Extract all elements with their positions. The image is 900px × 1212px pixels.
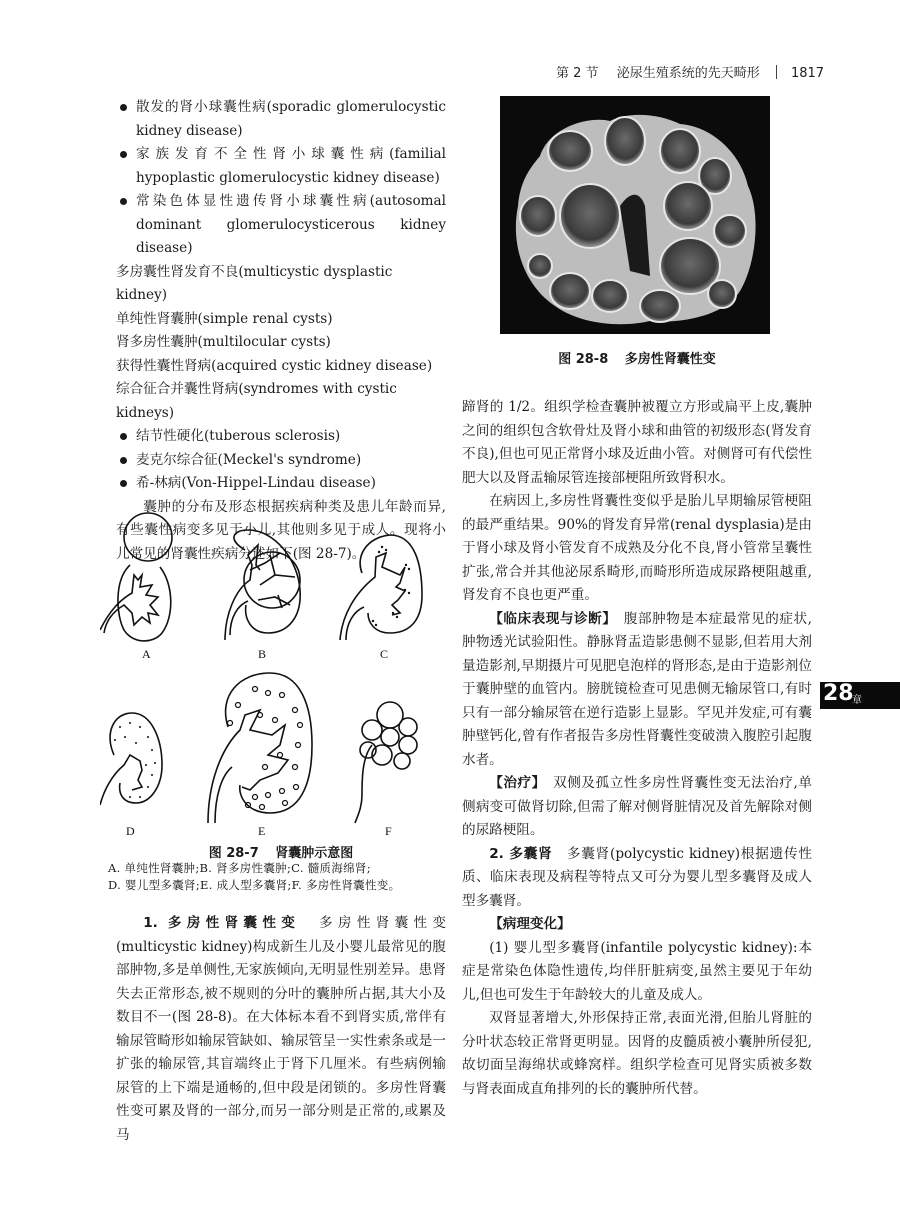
panel-label-a: A (142, 647, 151, 661)
header-divider (776, 65, 777, 79)
treatment-heading: 【治疗】 (489, 775, 539, 791)
list-item (116, 96, 446, 143)
figure-28-7-legend (108, 860, 448, 894)
intro-paragraph: 囊肿的分布及形态根据疾病种类及患儿年龄而异,有些囊性病变多见于小儿,其他则多见于成人。现将小儿常见的肾囊性疾病分述如下(图 28-7)。 (116, 498, 446, 562)
list-item (116, 378, 446, 425)
running-head (556, 62, 825, 81)
figure-number: 图 28-8 (558, 352, 609, 367)
section-2-heading: 2. 多囊肾 (489, 845, 553, 862)
panel-a-simple-cyst (100, 513, 172, 641)
kidney-specimen-image (500, 96, 770, 334)
section-1-paragraph (116, 912, 446, 1147)
left-column (116, 96, 446, 566)
figure-28-8-photo (500, 96, 770, 334)
pathology-heading: 【病理变化】 (489, 916, 571, 932)
figure-title: 多房性肾囊性变 (624, 352, 716, 367)
legend-line: A. 单纯性肾囊肿;B. 肾多房性囊肿;C. 髓质海绵肾; (108, 861, 371, 875)
panel-label-b: B (258, 647, 267, 661)
figure-28-7-caption (116, 842, 446, 861)
paragraph: 蹄肾的 1/2。组织学检查囊肿被覆立方形或扁平上皮,囊肿之间的组织包含软骨灶及肾小球和曲管的初级形态(肾发育不良),但也可见正常肾小球及近曲小管。对侧肾可有代偿性肥大以及肾盂输尿管连接部梗阻所致肾积水。 (462, 399, 812, 486)
section-title: 泌尿生殖系统的先天畸形 (616, 66, 760, 81)
list-item (116, 449, 446, 473)
chapter-number: 28 (823, 681, 854, 706)
list-item (116, 190, 446, 261)
section-2-paragraph (462, 843, 812, 914)
figure-title: 肾囊肿示意图 (275, 846, 354, 861)
chapter-unit: 章 (852, 695, 862, 706)
list-item-text: 多房囊性肾发育不良(multicystic dysplastic kidney) (116, 263, 393, 303)
list-item-text: 希-林病(Von-Hippel-Lindau disease) (136, 475, 376, 491)
panel-label-d: D (126, 824, 135, 838)
panel-f-multicystic (355, 702, 417, 823)
infantile-text: 本症是常染色体隐性遗传,均伴肝脏病变,虽然主要见于年幼儿,但也可发生于年龄较大的儿童及成人。 (462, 939, 812, 1003)
panel-d-infantile-pkd (100, 713, 162, 805)
list-item-text: 麦克尔综合征(Meckel's syndrome) (136, 451, 362, 468)
panel-label-f: F (385, 824, 392, 838)
section-number: 第 2 节 (556, 66, 599, 81)
clinical-paragraph (462, 608, 812, 773)
clinical-heading: 【临床表现与诊断】 (489, 610, 610, 627)
list-item (116, 331, 446, 355)
panel-c-medullary-sponge (340, 535, 422, 640)
list-item-text: 肾多房性囊肿(multilocular cysts) (116, 334, 331, 350)
panel-label-e: E (258, 824, 266, 838)
figure-28-8-caption (462, 348, 812, 367)
infantile-paragraph (462, 937, 812, 1008)
section-1-heading: 1. 多房性肾囊性变 (143, 915, 301, 931)
panel-e-adult-pkd (208, 673, 312, 823)
treatment-text: 双侧及孤立性多房性肾囊性变无法治疗,单侧病变可做肾切除,但需了解对侧肾脏情况及首先解除对侧的尿路梗阻。 (462, 775, 813, 838)
legend-line: D. 婴儿型多囊肾;E. 成人型多囊肾;F. 多房性肾囊性变。 (108, 878, 401, 892)
cysts (228, 687, 303, 810)
figure-28-7 (100, 505, 450, 845)
list-item-text: 单纯性肾囊肿(simple renal cysts) (116, 310, 333, 327)
list-item-text: 获得性囊性肾病(acquired cystic kidney disease) (116, 357, 433, 374)
list-item-text: 结节性硬化(tuberous sclerosis) (136, 428, 341, 444)
panel-label-c: C (380, 647, 389, 661)
figure-number: 图 28-7 (208, 846, 259, 861)
pathology-heading-line (462, 913, 812, 937)
right-column (462, 396, 812, 1101)
infantile-label: (1) 婴儿型多囊肾(infantile polycystic kidney): (489, 939, 798, 956)
kidney-cyst-diagram (100, 505, 450, 845)
section-2-text: 多囊肾(polycystic kidney)根据遗传性质、临床表现及病程等特点又可分为婴儿型多囊肾及成人型多囊肾。 (462, 845, 813, 909)
list-item (116, 143, 446, 190)
list-item (116, 308, 446, 332)
list-item-text: 综合征合并囊性肾病(syndromes with cystic kidneys) (116, 381, 397, 421)
page-number: 1817 (790, 66, 825, 81)
section-1 (116, 912, 446, 1147)
list-item (116, 472, 446, 496)
list-item (116, 355, 446, 379)
list-item-text: 常染色体显性遗传肾小球囊性病(autosomal dominant glomerulocysticerous kidney disease) (136, 193, 446, 256)
list-item-text: 家族发育不全性肾小球囊性病(familial hypoplastic glomerulocystic kidney disease) (136, 146, 446, 186)
chapter-tab (820, 682, 900, 709)
list-item (116, 425, 446, 449)
clinical-text: 腹部肿物是本症最常见的症状,肿物透光试验阳性。静脉肾盂造影患侧不显影,但若用大剂量造影剂,早期摄片可见肥皂泡样的肾形态,是由于造影剂位于囊肿壁的血管内。膀胱镜检查可见患侧无输尿管口,有时只有一部分输尿管在逆行造影上显影。罕见并发症,可有囊肿壁钙化,曾有作者报告多房性肾囊性变破溃入腹腔引起腹水者。 (462, 610, 813, 768)
paragraph: 双肾显著增大,外形保持正常,表面光滑,但胎儿肾脏的分叶状态较正常肾更明显。因肾的皮髓质被小囊肿所侵犯,故切面呈海绵状或蜂窝样。组织学检查可见肾实质被多数与肾表面成直角排列的长的囊肿所代替。 (462, 1010, 812, 1097)
treatment-paragraph (462, 772, 812, 843)
paragraph: 在病因上,多房性肾囊性变似乎是胎儿早期输尿管梗阻的最严重结果。90%的肾发育异常(renal dysplasia)是由于肾小球及肾小管发育不成熟及分化不良,肾小管常呈囊性扩张,常合并其他泌尿系畸形,而畸形所造成尿路梗阻越重,肾发育不良也更严重。 (462, 493, 812, 603)
list-item (116, 261, 446, 308)
section-1-text: 多房性肾囊性变(multicystic kidney)构成新生儿及小婴儿最常见的腹部肿物,多是单侧性,无家族倾向,无明显性别差异。患肾失去正常形态,被不规则的分叶的囊肿所占据,其大小及数目不一(图 28-8)。在大体标本看不到肾实质,常伴有输尿管畸形如输尿管缺如、输尿管呈一实性索条或是一扩张的输尿管,其盲端终止于肾下几厘米。有些病例输尿管的上下端是通畅的,但中段是闭锁的。多房性肾囊性变可累及肾的一部分,而另一部分则是正常的,或累及马 (116, 915, 447, 1143)
panel-b-multilocular-cyst (225, 530, 300, 640)
list-item-text: 散发的肾小球囊性病(sporadic glomerulocystic kidney disease) (136, 99, 446, 139)
